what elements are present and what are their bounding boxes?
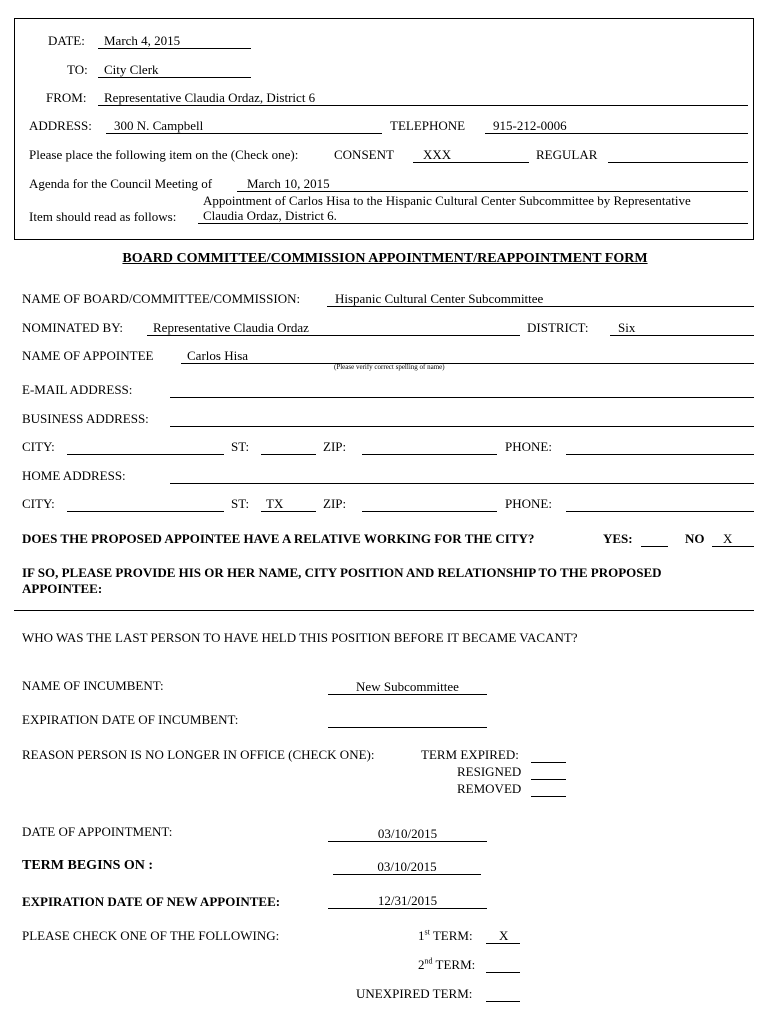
term-expired-label: TERM EXPIRED: [421,747,519,762]
address-value: 300 N. Campbell [114,118,204,133]
business-city-field[interactable] [67,439,224,455]
no-value: X [723,531,733,546]
home-city-field[interactable] [67,496,224,512]
district-value: Six [618,320,636,335]
zip-label: ZIP: [323,439,347,454]
from-label: FROM: [46,90,87,105]
appointee-label: NAME OF APPOINTEE [22,348,154,363]
term-begins-value: 03/10/2015 [377,859,437,874]
appointment-date-label: DATE OF APPOINTMENT: [22,824,173,839]
expiration-new-value: 12/31/2015 [377,893,438,908]
telephone-value: 915-212-0006 [493,118,567,133]
first-term-label: 1st TERM: [418,927,473,943]
incumbent-field[interactable] [328,679,487,695]
home-st-value: TX [266,496,284,511]
item-field[interactable] [198,208,748,224]
second-term-label: 2nd TERM: [418,956,476,972]
board-value: Hispanic Cultural Center Subcommittee [335,291,544,306]
removed-label: REMOVED [457,781,522,796]
to-label: TO: [67,62,88,77]
home-zip-label: ZIP: [323,496,347,511]
agenda-value: March 10, 2015 [247,176,330,191]
district-field[interactable] [610,320,754,336]
telephone-field[interactable] [485,118,748,134]
nominated-field[interactable] [147,320,520,336]
expiration-new-label: EXPIRATION DATE OF NEW APPOINTEE: [22,894,281,909]
appointee-value: Carlos Hisa [187,348,249,363]
regular-field[interactable] [608,147,748,163]
term-expired-field[interactable] [531,747,566,763]
resigned-label: RESIGNED [457,764,522,779]
business-zip-field[interactable] [362,439,497,455]
home-address-label: HOME ADDRESS: [22,468,126,483]
if-so-line1: IF SO, PLEASE PROVIDE HIS OR HER NAME, CITY POSITION AND RELATIONSHIP TO THE PROPOSED [22,565,662,580]
email-label: E-MAIL ADDRESS: [22,382,133,397]
yes-label: YES: [603,531,633,546]
business-address-field[interactable] [170,411,754,427]
incumbent-label: NAME OF INCUMBENT: [22,678,164,693]
item-label: Item should read as follows: [29,209,177,224]
removed-field[interactable] [531,781,566,797]
item-text-line1: Appointment of Carlos Hisa to the Hispanic Cultural Center Subcommittee by Representative [203,193,691,208]
vacancy-question: WHO WAS THE LAST PERSON TO HAVE HELD THIS POSITION BEFORE IT BECAME VACANT? [22,630,578,645]
term-begins-field[interactable] [333,859,481,875]
nominated-label: NOMINATED BY: [22,320,123,335]
business-phone-field[interactable] [566,439,754,455]
to-field[interactable] [98,62,251,78]
item-text-line2: Claudia Ordaz, District 6. [203,208,337,223]
consent-label: CONSENT [334,147,394,162]
to-value: City Clerk [104,62,159,77]
date-label: DATE: [48,33,85,48]
address-label: ADDRESS: [29,118,92,133]
consent-value: XXX [423,147,452,162]
consent-field[interactable] [413,147,529,163]
reason-label: REASON PERSON IS NO LONGER IN OFFICE (CHECK ONE): [22,747,375,762]
incumbent-value: New Subcommittee [356,679,459,694]
home-city-label: CITY: [22,496,55,511]
no-field[interactable] [712,531,754,547]
agenda-field[interactable] [237,176,748,192]
date-value: March 4, 2015 [104,33,181,48]
business-address-label: BUSINESS ADDRESS: [22,411,149,426]
agenda-label: Agenda for the Council Meeting of [29,176,213,191]
home-st-field[interactable] [261,496,316,512]
nominated-value: Representative Claudia Ordaz [153,320,309,335]
relative-answer-line[interactable] [14,610,754,611]
first-term-field[interactable] [486,928,520,944]
home-zip-field[interactable] [362,496,497,512]
relative-question: DOES THE PROPOSED APPOINTEE HAVE A RELATIVE WORKING FOR THE CITY? [22,531,535,546]
email-field[interactable] [170,382,754,398]
home-phone-field[interactable] [566,496,754,512]
second-term-field[interactable] [486,957,520,973]
business-st-field[interactable] [261,439,316,455]
term-begins-label: TERM BEGINS ON : [22,858,154,873]
board-field[interactable] [327,291,754,307]
terms-prompt: PLEASE CHECK ONE OF THE FOLLOWING: [22,928,280,943]
home-st-label: ST: [231,496,250,511]
st-label: ST: [231,439,250,454]
city-label: CITY: [22,439,55,454]
yes-field[interactable] [641,531,668,547]
phone-label: PHONE: [505,439,552,454]
first-term-value: X [499,928,509,943]
district-label: DISTRICT: [527,320,589,335]
check-prompt: Please place the following item on the (Check one): [29,147,299,162]
no-label: NO [685,531,705,546]
unexpired-term-field[interactable] [486,986,520,1002]
verify-note: (Please verify correct spelling of name) [334,363,445,371]
home-address-field[interactable] [170,468,754,484]
telephone-label: TELEPHONE [390,118,466,133]
expiration-incumbent-label: EXPIRATION DATE OF INCUMBENT: [22,712,239,727]
board-label: NAME OF BOARD/COMMITTEE/COMMISSION: [22,291,301,306]
date-field[interactable] [98,33,251,49]
unexpired-term-label: UNEXPIRED TERM: [356,986,473,1001]
appointment-date-field[interactable] [328,826,487,842]
expiration-new-field[interactable] [328,893,487,909]
address-field[interactable] [106,118,382,134]
form-title: BOARD COMMITTEE/COMMISSION APPOINTMENT/REAPPOINTMENT FORM [122,251,648,266]
home-phone-label: PHONE: [505,496,552,511]
appointee-field[interactable] [181,348,754,364]
appointment-date-value: 03/10/2015 [377,826,438,841]
resigned-field[interactable] [531,764,566,780]
from-value: Representative Claudia Ordaz, District 6 [104,90,316,105]
regular-label: REGULAR [536,147,598,162]
if-so-line2: APPOINTEE: [22,581,103,596]
expiration-incumbent-field[interactable] [328,712,487,728]
from-field[interactable] [98,90,748,106]
